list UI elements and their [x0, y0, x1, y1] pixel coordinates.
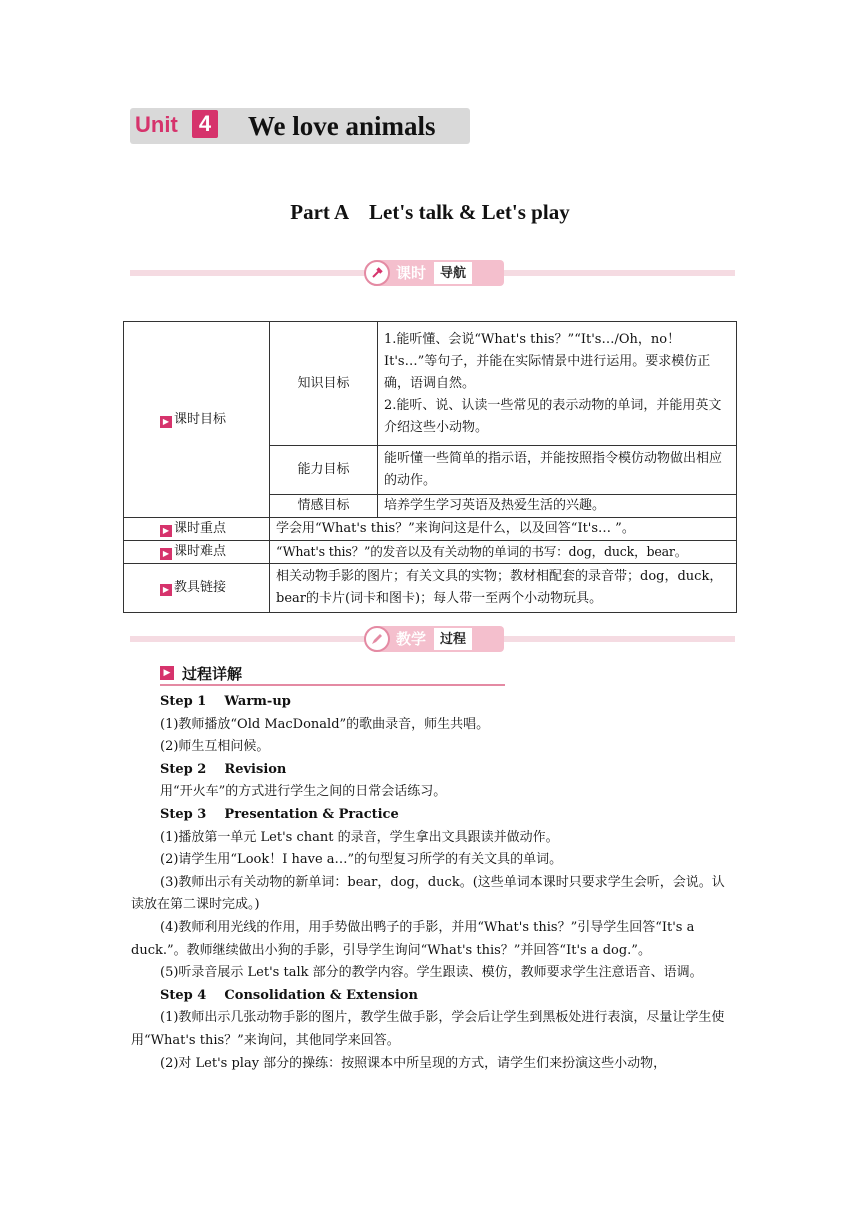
paragraph: 用“开火车”的方式进行学生之间的日常会话练习。	[160, 784, 447, 800]
tools-cell: ▶ 教具链接	[124, 564, 270, 613]
difficulty-cell: ▶ 课时难点	[124, 541, 270, 564]
step-title: Step 2 Revision	[160, 761, 287, 777]
unit-number: 4	[192, 110, 218, 138]
step-title: Step 4 Consolidation & Extension	[160, 987, 418, 1003]
tools-text: 相关动物手影的图片；有关文具的实物；教材相配套的录音带；dog，duck，bear的卡片(词卡和图卡)；每人带一至两个小动物玩具。	[270, 564, 737, 613]
emotion-label: 情感目标	[270, 495, 378, 518]
ability-label: 能力目标	[270, 446, 378, 495]
heading-underline	[160, 684, 505, 686]
triangle-icon: ▶	[160, 548, 172, 560]
knowledge-label: 知识目标	[270, 322, 378, 446]
paragraph: (2)师生互相问候。	[160, 739, 270, 755]
section-label: 教学	[396, 630, 427, 648]
paragraph: (5)听录音展示 Let's talk 部分的教学内容。学生跟读、模仿，教师要求学生注意语音、语调。	[160, 965, 703, 981]
section-label-sub: 导航	[440, 266, 467, 281]
triangle-icon: ▶	[160, 584, 172, 596]
goals-cell: ▶ 课时目标	[124, 322, 270, 518]
paragraph: (2)对 Let's play 部分的操练：按照课本中所呈现的方式，请学生们来扮演这些小动物，	[160, 1055, 667, 1071]
section-label-sub: 过程	[440, 632, 467, 647]
paragraph: (1)教师出示几张动物手影的图片，教学生做手影，学会后让学生到黑板处进行表演，尽量让学生使用“What's this？”来询问，其他同学来回答。	[131, 1010, 725, 1048]
paragraph: (1)教师播放“Old MacDonald”的歌曲录音，师生共唱。	[160, 716, 490, 732]
paragraph: (2)请学生用“Look！I have a…”的句型复习所学的有关文具的单词。	[160, 852, 563, 868]
triangle-icon: ▶	[160, 666, 174, 680]
section-header-teaching-process	[364, 626, 504, 652]
triangle-icon: ▶	[160, 416, 172, 428]
emotion-text: 培养学生学习英语及热爱生活的兴趣。	[378, 495, 737, 518]
process-heading: 过程详解	[182, 665, 243, 683]
pin-icon	[364, 260, 390, 286]
step-title: Step 3 Presentation & Practice	[160, 806, 399, 822]
paragraph: (1)播放第一单元 Let's chant 的录音，学生拿出文具跟读并做动作。	[160, 829, 559, 845]
unit-label: Unit	[135, 112, 178, 137]
paragraph: (4)教师利用光线的作用，用手势做出鸭子的手影，并用“What's this？”引导学生回答“It's a duck.”。教师继续做出小狗的手影，引导学生询问“What's this？”并回答“It's a dog.”。	[131, 919, 695, 958]
unit-title: We love animals	[248, 111, 436, 141]
triangle-icon: ▶	[160, 525, 172, 537]
key-points-cell: ▶ 课时重点	[124, 518, 270, 541]
ability-text: 能听懂一些简单的指示语，并能按照指令模仿动物做出相应的动作。	[378, 446, 737, 495]
pencil-icon	[364, 626, 390, 652]
key-points-text: 学会用“What's this？”来询问这是什么，以及回答“It's… ”。	[270, 518, 737, 541]
knowledge-text: 1.能听懂、会说“What's this？”“It's…/Oh，no！It's…”等句子，并能在实际情景中进行运用。要求模仿正确，语调自然。 2.能听、说、认读一些常见的表示动物的单词，并能用英文介绍这些小动物。	[378, 322, 737, 446]
process-body	[131, 691, 736, 1075]
part-title: Part A Let's talk & Let's play	[290, 200, 570, 224]
lesson-plan-table	[123, 321, 737, 613]
step-title: Step 1 Warm-up	[160, 694, 291, 709]
difficulty-text: “What's this？”的发音以及有关动物的单词的书写：dog，duck，bear。	[270, 541, 737, 564]
section-label: 课时	[396, 264, 427, 282]
paragraph: (3)教师出示有关动物的新单词：bear，dog，duck。(这些单词本课时只要求学生会听，会说。认读放在第二课时完成。)	[131, 874, 725, 913]
section-header-lesson-guide	[364, 260, 504, 286]
